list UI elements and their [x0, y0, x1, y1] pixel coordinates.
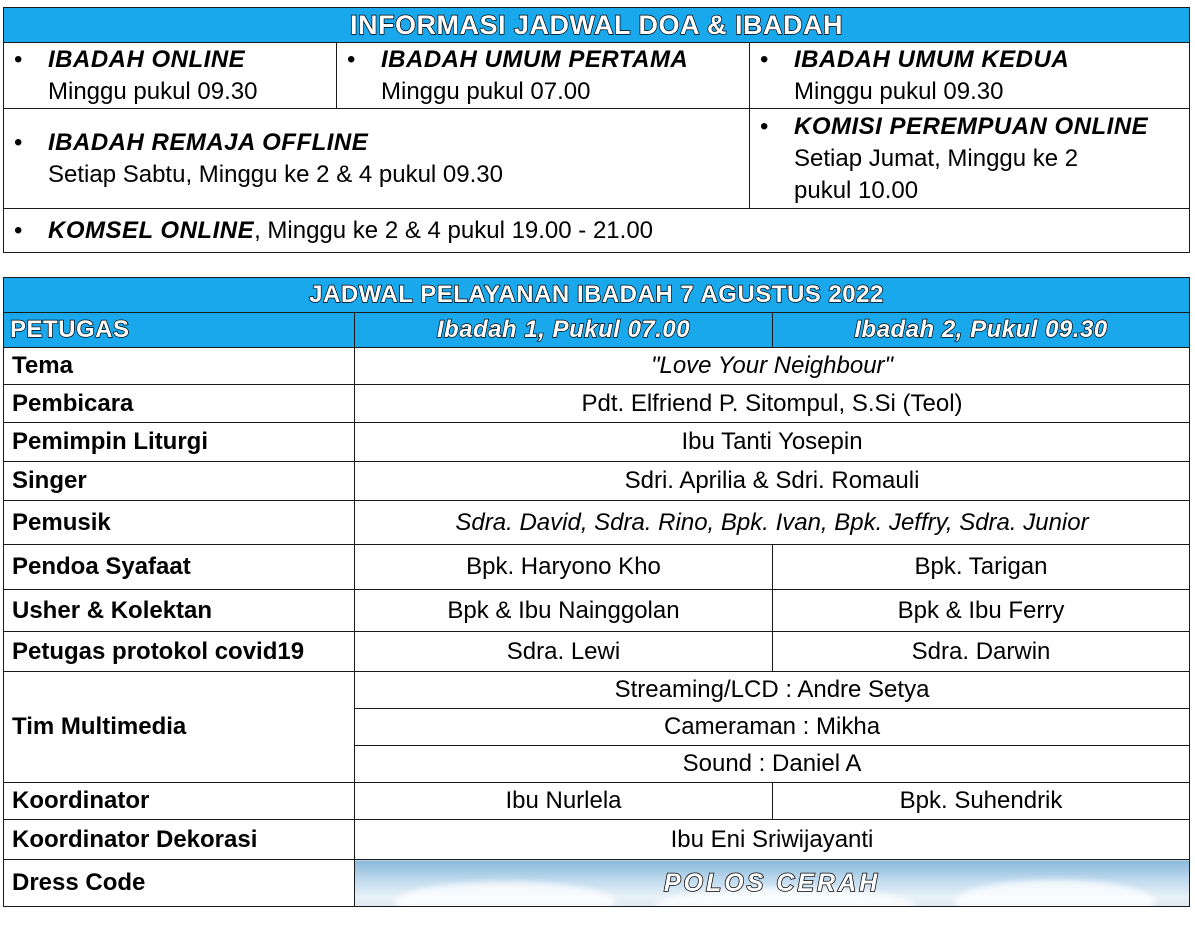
row-label: Petugas protokol covid19 — [4, 632, 355, 672]
row-value: Sdra. David, Sdra. Rino, Bpk. Ivan, Bpk. Jeffry, Sdra. Junior — [355, 501, 1190, 545]
row-label: Pemimpin Liturgi — [4, 423, 355, 462]
schedule-item-name: IBADAH UMUM PERTAMA — [381, 45, 689, 73]
service-title: JADWAL PELAYANAN IBADAH 7 AGUSTUS 2022 — [4, 278, 1190, 313]
schedule-item-name: IBADAH REMAJA OFFLINE — [48, 128, 369, 156]
row-label: Tim Multimedia — [4, 672, 355, 783]
schedule-item-detail: Setiap Sabtu, Minggu ke 2 & 4 pukul 09.30 — [48, 160, 503, 188]
schedule-item-detail: Minggu pukul 07.00 — [381, 77, 591, 105]
table-row — [4, 501, 1190, 545]
schedule-item-name: IBADAH UMUM KEDUA — [794, 45, 1070, 73]
schedule-item — [750, 43, 1190, 109]
row-value-ibadah2: Sdra. Darwin — [773, 632, 1190, 672]
table-row — [4, 348, 1190, 385]
schedule-item-detail: Setiap Jumat, Minggu ke 2 — [794, 144, 1079, 172]
multimedia-streaming: Streaming/LCD : Andre Setya — [355, 672, 1190, 709]
row-value: Ibu Eni Sriwijayanti — [355, 820, 1190, 860]
schedule-item-detail: Minggu pukul 09.30 — [48, 77, 258, 105]
schedule-title: INFORMASI JADWAL DOA & IBADAH — [4, 8, 1190, 43]
table-row — [4, 462, 1190, 501]
schedule-item-name: IBADAH ONLINE — [48, 45, 246, 73]
row-label: Singer — [4, 462, 355, 501]
multimedia-cameraman: Cameraman : Mikha — [355, 709, 1190, 746]
row-value-ibadah1: Sdra. Lewi — [355, 632, 773, 672]
bullet-icon: • — [14, 45, 23, 73]
row-label: Koordinator Dekorasi — [4, 820, 355, 860]
row-label: Usher & Kolektan — [4, 590, 355, 632]
schedule-item — [4, 43, 337, 109]
row-value-ibadah1: Ibu Nurlela — [355, 783, 773, 820]
schedule-item-detail: pukul 10.00 — [794, 176, 919, 204]
bullet-icon: • — [14, 128, 23, 156]
row-label: Tema — [4, 348, 355, 385]
row-value: Sdri. Aprilia & Sdri. Romauli — [355, 462, 1190, 501]
row-label: Dress Code — [4, 860, 355, 907]
row-value: "Love Your Neighbour" — [355, 348, 1190, 385]
column-header-ibadah2: Ibadah 2, Pukul 09.30 — [773, 313, 1190, 348]
multimedia-sound: Sound : Daniel A — [355, 746, 1190, 783]
table-row — [4, 423, 1190, 462]
table-row — [4, 590, 1190, 632]
table-row — [4, 783, 1190, 820]
row-value-ibadah2: Bpk. Suhendrik — [773, 783, 1190, 820]
schedule-item-name: KOMISI PEREMPUAN ONLINE — [794, 112, 1149, 140]
schedule-item — [750, 109, 1190, 209]
row-label: Pembicara — [4, 385, 355, 423]
table-row — [4, 545, 1190, 590]
column-header-ibadah1: Ibadah 1, Pukul 07.00 — [355, 313, 773, 348]
table-row — [4, 672, 1190, 709]
table-row — [4, 385, 1190, 423]
schedule-item-detail: Minggu pukul 09.30 — [794, 77, 1004, 105]
row-value: Pdt. Elfriend P. Sitompul, S.Si (Teol) — [355, 385, 1190, 423]
row-label: Koordinator — [4, 783, 355, 820]
bullet-icon: • — [14, 216, 23, 244]
schedule-item-detail: , Minggu ke 2 & 4 pukul 19.00 - 21.00 — [254, 216, 654, 244]
row-value-ibadah2: Bpk & Ibu Ferry — [773, 590, 1190, 632]
bullet-icon: • — [760, 45, 769, 73]
column-header-petugas: PETUGAS — [4, 313, 355, 348]
row-label: Pendoa Syafaat — [4, 545, 355, 590]
table-row — [4, 820, 1190, 860]
dress-code-sky-background — [355, 860, 1190, 907]
table-row — [4, 860, 1190, 907]
schedule-item — [4, 109, 750, 209]
service-table — [3, 277, 1190, 907]
row-label: Pemusik — [4, 501, 355, 545]
table-row — [4, 632, 1190, 672]
bullet-icon: • — [760, 112, 769, 140]
schedule-table — [3, 7, 1190, 253]
dress-code-value: POLOS CERAH — [663, 868, 881, 897]
row-value-ibadah1: Bpk. Haryono Kho — [355, 545, 773, 590]
row-value-ibadah1: Bpk & Ibu Nainggolan — [355, 590, 773, 632]
schedule-item-name: KOMSEL ONLINE — [48, 216, 255, 244]
bullet-icon: • — [347, 45, 356, 73]
schedule-item — [4, 209, 1190, 253]
row-value: Ibu Tanti Yosepin — [355, 423, 1190, 462]
schedule-item — [337, 43, 750, 109]
row-value-ibadah2: Bpk. Tarigan — [773, 545, 1190, 590]
